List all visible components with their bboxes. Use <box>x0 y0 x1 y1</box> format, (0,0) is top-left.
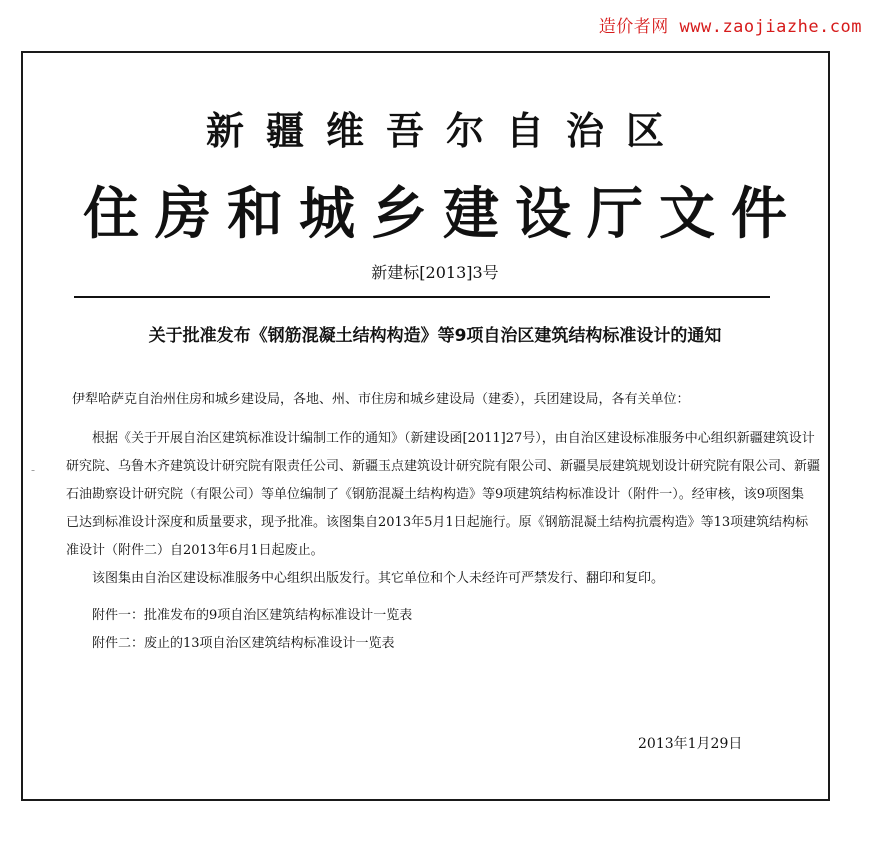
notice-body <box>66 425 821 593</box>
addressee-line: 伊犁哈萨克自治州住房和城乡建设局，各地、州、市住房和城乡建设局（建委），兵团建设局，各有关单位： <box>72 392 690 407</box>
document-number: 新建标[2013]3号 <box>371 263 499 282</box>
body-line: 已达到标准设计深度和质量要求，现予批准。该图集自2013年5月1日起施行。原《钢筋混凝土结构抗震构造》等13项建筑结构标 <box>66 515 809 530</box>
issuer-region-title: 新疆维吾尔自治区 <box>205 109 686 153</box>
issue-date: 2013年1月29日 <box>638 736 743 752</box>
body-line: 该图集由自治区建设标准服务中心组织出版发行。其它单位和个人未经许可严禁发行、翻印和复印。 <box>92 571 665 586</box>
header-divider <box>74 296 770 298</box>
site-watermark: 造价者网 www.zaojiazhe.com <box>598 17 862 37</box>
issuer-department-title: 住房和城乡建设厅文件 <box>83 182 803 247</box>
notice-subject: 关于批准发布《钢筋混凝土结构构造》等9项自治区建筑结构标准设计的通知 <box>148 326 722 346</box>
scan-mark: - <box>31 463 36 477</box>
body-line: 准设计（附件二）自2013年6月1日起废止。 <box>66 543 324 558</box>
body-line: 研究院、乌鲁木齐建筑设计研究院有限责任公司、新疆玉点建筑设计研究院有限公司、新疆昊辰建筑规划设计研究院有限公司、新疆 <box>66 459 821 474</box>
body-line: 根据《关于开展自治区建筑标准设计编制工作的通知》（新建设函[2011]27号），由自治区建设标准服务中心组织新疆建筑设计 <box>92 431 815 446</box>
attachment-2: 附件二：废止的13项自治区建筑结构标准设计一览表 <box>92 636 395 651</box>
body-line: 石油勘察设计研究院（有限公司）等单位编制了《钢筋混凝土结构构造》等9项建筑结构标准设计（附件一）。经审核，该9项图集 <box>66 487 805 502</box>
attachment-1: 附件一：批准发布的9项自治区建筑结构标准设计一览表 <box>92 608 413 623</box>
